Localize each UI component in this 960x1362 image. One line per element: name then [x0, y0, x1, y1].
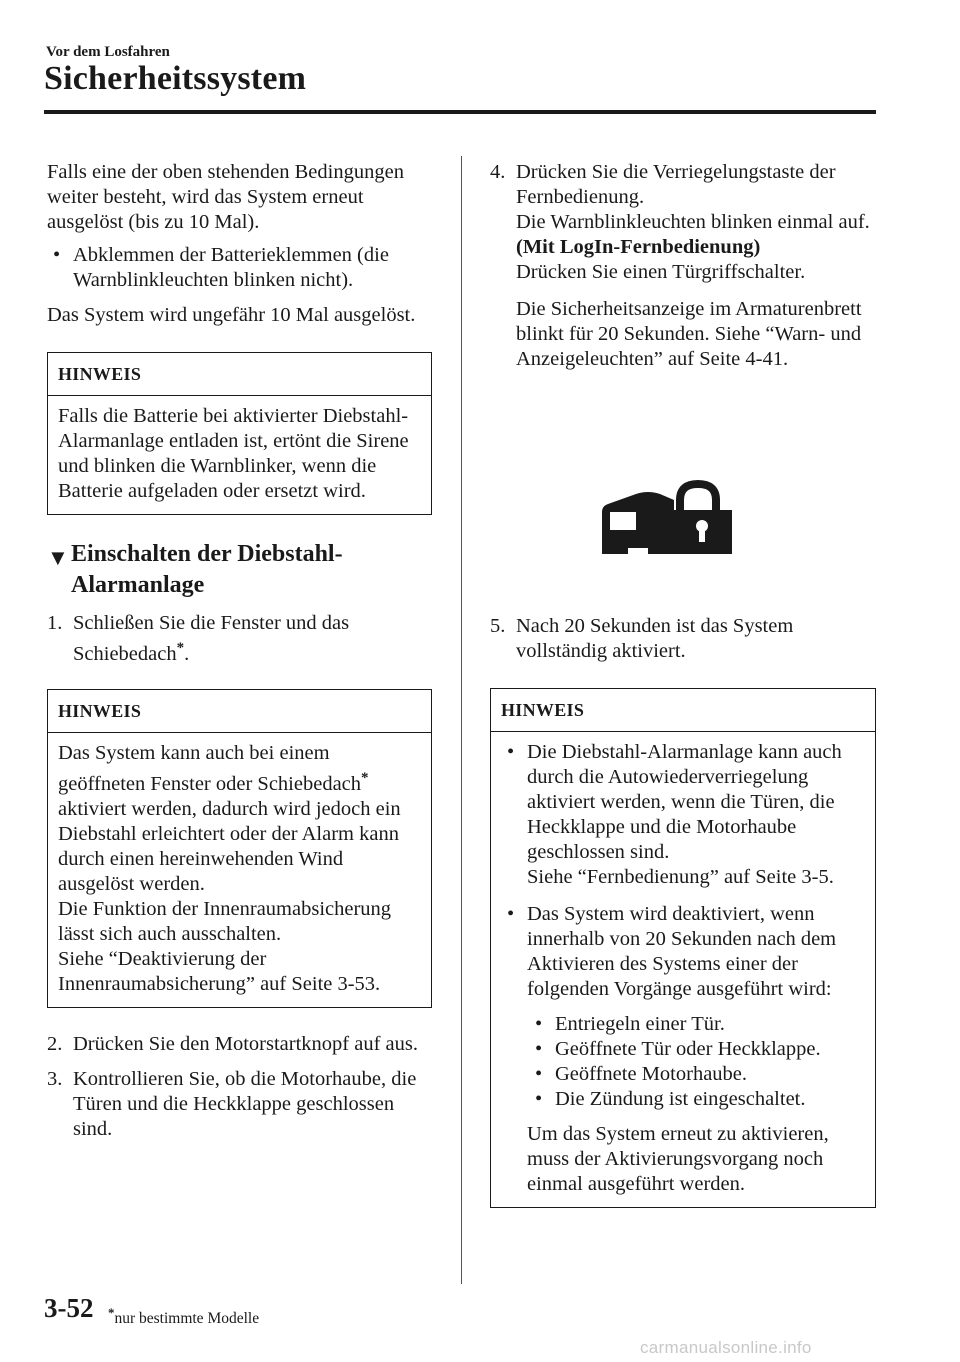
step-2	[47, 1032, 432, 1057]
section-title: Einschalten der Diebstahl-Alarmanlage	[71, 541, 343, 598]
left-column	[47, 160, 432, 1142]
page-number: 3-52	[44, 1293, 94, 1323]
asterisk-mark: *	[108, 1305, 115, 1320]
sub-dot: •	[535, 1088, 543, 1110]
step-punct: .	[184, 642, 190, 665]
page-title: Sicherheitssystem	[44, 60, 307, 97]
triangle-icon: ▼	[47, 545, 69, 570]
sub-dot: •	[535, 1038, 543, 1060]
step-number: 3.	[47, 1067, 63, 1090]
note-reference: Siehe “Deaktivierung der Innenraumabsicherung” auf Seite 3-53.	[58, 947, 381, 995]
step-4	[490, 160, 880, 372]
column-divider	[461, 156, 462, 1284]
note-text: Das System kann auch bei einem geöffneten Fenster oder Schiebedach	[58, 741, 362, 795]
step-number: 4.	[490, 161, 506, 183]
closing-text: Um das System erneut zu aktivieren, muss der Aktivierungsvorgang noch einmal ausgeführt werden.	[527, 1123, 829, 1195]
right-column	[490, 160, 880, 372]
step-text: Schließen Sie die Fenster und das Schiebedach	[73, 612, 350, 665]
note-text: Die Funktion der Innenraumabsicherung lässt sich auch ausschalten.	[58, 897, 392, 945]
note-heading: HINWEIS	[48, 690, 431, 733]
footnote	[108, 1305, 259, 1328]
bullet-text: Das System wird deaktiviert, wenn innerhalb von 20 Sekunden nach dem Aktivieren des Systems einer der folgenden Vorgänge ausgeführt wird:	[527, 903, 837, 1000]
step-number: 5.	[490, 615, 506, 637]
step-number: 1.	[47, 612, 63, 634]
step-text: Die Warnblinkleuchten blinken einmal auf.	[516, 211, 870, 233]
section-heading	[47, 539, 432, 601]
asterisk-mark: *	[361, 769, 369, 786]
step-subheading: (Mit LogIn-Fernbedienung)	[516, 236, 761, 258]
sub-text: Die Zündung ist eingeschaltet.	[555, 1088, 806, 1110]
sub-dot: •	[535, 1063, 543, 1085]
note-box-sunroof	[47, 689, 432, 1008]
watermark: carmanualsonline.info	[640, 1338, 812, 1357]
step-text: Kontrollieren Sie, ob die Motorhaube, die Türen und die Heckklappe geschlossen sind.	[73, 1067, 417, 1140]
sub-text: Geöffnete Motorhaube.	[555, 1063, 748, 1085]
footnote-text: nur bestimmte Modelle	[114, 1310, 260, 1328]
note-body	[491, 732, 875, 1207]
note-body	[48, 733, 431, 1007]
note-box-battery	[47, 352, 432, 515]
asterisk-mark: *	[176, 640, 185, 656]
sub-list	[527, 1012, 865, 1112]
step-text: Drücken Sie die Verriegelungstaste der Fernbedienung.	[516, 161, 836, 208]
step-number: 2.	[47, 1032, 63, 1055]
intro-paragraph: Falls eine der oben stehenden Bedingungen weiter besteht, wird das System erneut ausgelöst (bis zu 10 Mal).	[47, 161, 404, 233]
note-reference: Siehe “Fernbedienung” auf Seite 3-5.	[527, 866, 834, 888]
right-column-lower	[490, 614, 880, 1208]
note-box-deactivation	[490, 688, 876, 1208]
step-5	[490, 614, 880, 664]
step-text: Drücken Sie einen Türgriffschalter.	[516, 261, 806, 283]
note-bullet	[501, 740, 865, 890]
bullet-battery	[47, 243, 432, 293]
note-body: Falls die Batterie bei aktivierter Diebstahl-Alarmanlage entladen ist, ertönt die Sirene und blinken die Warnblinker, wenn die Batterie aufgeladen oder ersetzt wird.	[58, 405, 409, 502]
step-1	[47, 611, 432, 667]
sub-item	[527, 1087, 865, 1112]
sub-text: Entriegeln einer Tür.	[555, 1013, 725, 1035]
bullet-dot: •	[53, 244, 61, 266]
sub-item	[527, 1012, 865, 1037]
bullet-text: Abklemmen der Batterieklemmen (die Warnblinkleuchten blinken nicht).	[73, 244, 389, 291]
trigger-count-paragraph: Das System wird ungefähr 10 Mal ausgelöst.	[47, 304, 416, 326]
sub-dot: •	[535, 1013, 543, 1035]
sub-item	[527, 1037, 865, 1062]
sub-text: Geöffnete Tür oder Heckklappe.	[555, 1038, 821, 1060]
step-paragraph: Die Sicherheitsanzeige im Armaturenbrett blinkt für 20 Sekunden. Siehe “Warn- und Anzeigeleuchten” auf Seite 4-41.	[516, 298, 862, 370]
step-3	[47, 1067, 432, 1142]
bullet-text: Die Diebstahl-Alarmanlage kann auch durch die Autowiederverriegelung aktiviert werden, wenn die Türen, die Heckklappe und die Motorhaube geschlossen sind.	[527, 741, 842, 863]
step-text: Nach 20 Sekunden ist das System vollständig aktiviert.	[516, 615, 794, 662]
note-text: aktiviert werden, dadurch wird jedoch ein Diebstahl erleichtert oder der Alarm kann durch einen hereinwehenden Wind ausgelöst werden.	[58, 797, 401, 895]
header-rule	[44, 110, 876, 114]
security-indicator-icon	[598, 480, 734, 561]
sub-item	[527, 1062, 865, 1087]
note-heading: HINWEIS	[48, 353, 431, 396]
chapter-label: Vor dem Losfahren	[46, 44, 170, 60]
bullet-dot: •	[507, 903, 515, 925]
step-text: Drücken Sie den Motorstartknopf auf aus.	[73, 1032, 418, 1055]
note-heading: HINWEIS	[491, 689, 875, 732]
note-bullet	[501, 902, 865, 1197]
bullet-dot: •	[507, 741, 515, 763]
